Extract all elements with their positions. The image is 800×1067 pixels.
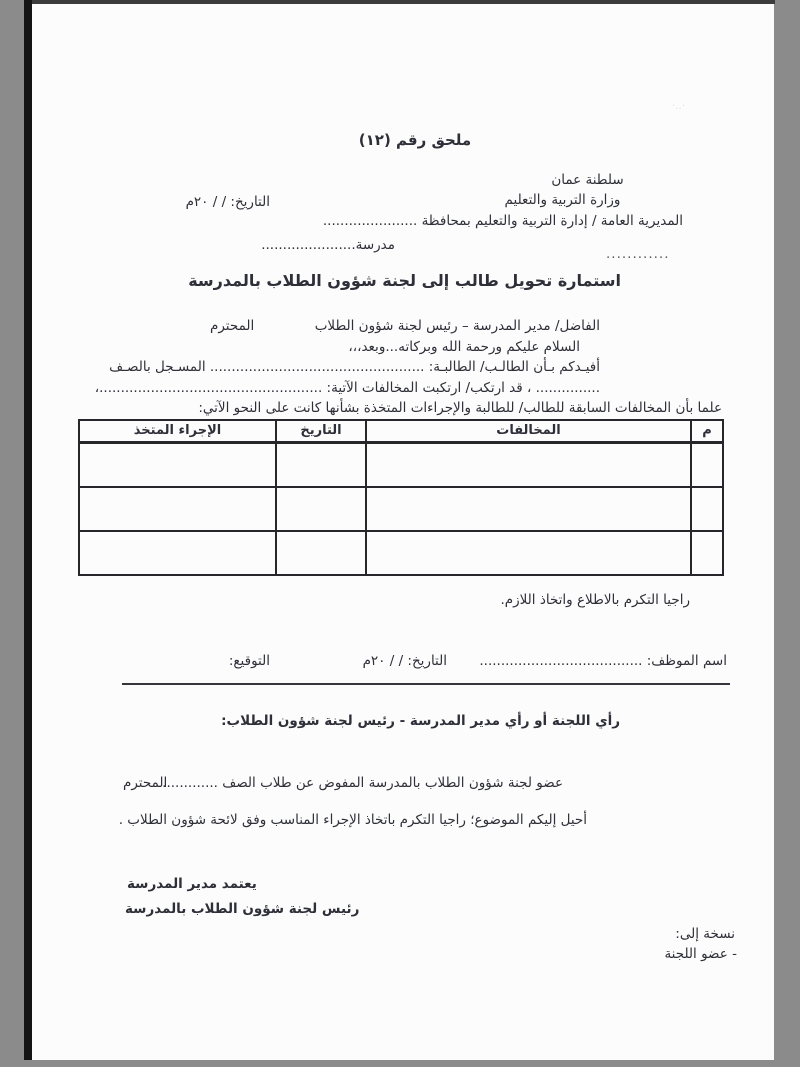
violations-cell [366, 443, 691, 488]
violations-cell [366, 487, 691, 531]
violations-cell [276, 487, 366, 531]
violations-cell [276, 531, 366, 575]
scan-top-edge [24, 0, 775, 4]
violations-cell [691, 487, 723, 531]
table-row [79, 443, 723, 488]
violations-cell [366, 531, 691, 575]
col-action-header: الإجراء المتخذ [79, 420, 276, 443]
committee-member-line: عضو لجنة شؤون الطلاب بالمدرسة المفوض عن طلاب الصف ............. [162, 775, 563, 791]
violations-cell [276, 443, 366, 488]
header-ministry: وزارة التربية والتعليم [504, 192, 621, 208]
violations-intro-line: ............... ، قد ارتكب/ ارتكبت المخالفات الآتية: ....................................................، [94, 380, 600, 396]
employee-date-field: التاريخ: / / ٢٠م [362, 653, 447, 669]
addressee-line: الفاضل/ مدير المدرسة – رئيس لجنة شؤون الطلاب [314, 318, 600, 334]
closing-line: راجيا التكرم بالاطلاع واتخاذ اللازم. [500, 592, 690, 608]
header-country: سلطنة عمان [551, 172, 624, 188]
student-info-line: أفيـدكم بـأن الطالـب/ الطالبـة: .................................................. المسـجل بالصـف [109, 359, 600, 375]
table-header-row [79, 420, 723, 443]
col-date-header: التاريخ [276, 420, 366, 443]
table-row [79, 487, 723, 531]
col-violations-header: المخالفات [366, 420, 691, 443]
employee-signature-field: التوقيع: [228, 653, 270, 669]
approval-signature-title: رئيس لجنة شؤون الطلاب بالمدرسة [125, 901, 360, 917]
table-row [79, 531, 723, 575]
violations-cell [691, 531, 723, 575]
prior-violations-note: علما بأن المخالفات السابقة للطالب/ للطالبة والإجراءات المتخذة بشأنها كانت على النحو الآتي: [198, 400, 722, 416]
employee-name-field: اسم الموظف: ...................................... [479, 653, 727, 669]
copy-to-label: نسخة إلى: [675, 926, 735, 942]
header-date-field: التاريخ: / / ٢٠م [185, 194, 270, 210]
section-divider [122, 683, 730, 685]
appendix-label: ملحق رقم (١٢) [358, 131, 472, 149]
copy-to-item: - عضو اللجنة [664, 946, 737, 962]
honorific-label-2: المحترم [123, 775, 168, 791]
header-directorate: المديرية العامة / إدارة التربية والتعليم بمحافظة ...................... [322, 213, 683, 229]
approval-signature: يعتمد مدير المدرسة [127, 876, 257, 892]
scan-artifact: ·‥· [672, 101, 686, 112]
violations-cell [79, 487, 276, 531]
header-school-field: مدرسة...................... [261, 237, 395, 253]
violations-cell [79, 443, 276, 488]
form-title: استمارة تحويل طالب إلى لجنة شؤون الطلاب بالمدرسة [188, 271, 621, 290]
referral-line: أحيل إليكم الموضوع؛ راجيا التكرم باتخاذ الإجراء المناسب وفق لائحة شؤون الطلاب . [118, 812, 587, 828]
violations-cell [691, 443, 723, 488]
violations-cell [79, 531, 276, 575]
stray-dots-artifact: ............ [606, 246, 670, 262]
col-number-header: م [691, 420, 723, 443]
opinion-heading: رأي اللجنة أو رأي مدير المدرسة - رئيس لجنة شؤون الطلاب: [221, 713, 620, 729]
scan-spine [24, 0, 32, 1060]
honorific-label: المحترم [210, 318, 255, 334]
violations-table [78, 419, 724, 576]
greeting-line: السلام عليكم ورحمة الله وبركاته...وبعد،،، [348, 339, 580, 355]
